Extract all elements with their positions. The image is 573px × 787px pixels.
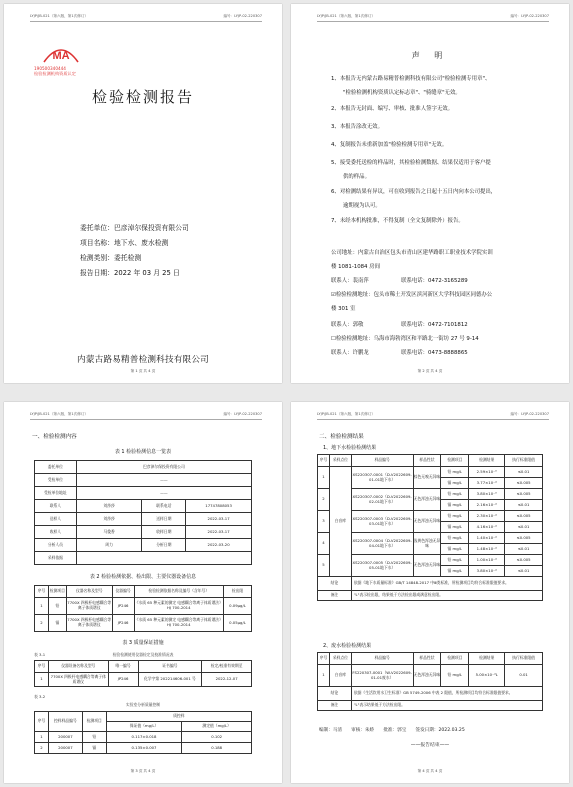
header-form-code: LYJP/JB-021（第六版，第1次修订） [317,412,376,416]
col-header: 检测项目 [82,712,106,732]
method-table [34,585,252,632]
cell-key: 分析人员 [35,539,77,552]
col-header: 序号 [318,455,330,467]
col-header: 序号 [35,586,49,598]
cell: 0.188 [182,743,252,754]
col-header: 执行标准限值 [505,455,543,467]
note-text: "L"表示检出限，结果低于方法检出限或满意检出限。 [351,591,542,601]
info-project [80,237,168,247]
cell-key: 分析日期 [142,539,186,552]
cell: ≤0.01 [505,500,543,511]
cell: ≤0.01 [505,544,543,555]
table-header-row [318,653,543,665]
header-form-code: LYJP/JB-021（第六版，第1次修订） [317,14,376,18]
statement-item [331,122,383,130]
cell: 5 [318,555,330,577]
page-header [317,14,549,22]
col-header: 检测结果 [469,455,505,467]
cell: 化学字第 202214606-001 号 [138,673,202,687]
lab-address-1-cont: 楼 301 室 [331,306,356,312]
contact-line: 联系人：许鹏龙 联系电话：0473-8888865 [331,350,468,356]
item-text: 未经本机构批准，不得复制（全文复制除外）报告。 [339,218,464,224]
cell: 无色浑浊无异味 [413,511,441,533]
ma-certificate-code [34,66,76,76]
cell: 1.48×10⁻⁴ [469,544,505,555]
table-row [35,552,252,565]
cell: JP246 [112,598,134,615]
cell-key: 受检单位 [35,474,77,487]
page-footer: 第 3 页 共 4 页 [130,769,156,773]
item-number: 7、 [331,218,340,224]
table-row [35,513,252,526]
info-label: 委托单位： [80,224,114,232]
info-value: 2022 年 03 月 25 日 [114,269,180,277]
table-row [318,533,543,544]
cell: 镉 mg/L [441,500,469,511]
cell: 2 [35,615,49,632]
cell-value: 巴彦淖尔保投资有限公司 [76,461,251,474]
cell: 1.00×10⁻⁴ [469,555,505,566]
info-table [34,460,252,565]
cell: 铅 mg/L [441,665,469,687]
cell: 镉 mg/L [441,522,469,533]
cell: 2 [318,489,330,511]
item-number: 5、 [331,160,340,166]
table-row [35,539,252,552]
cell-key: 送样日期 [142,513,186,526]
info-date [80,267,180,277]
item-text: 本报告无封面、编写、审核、批准人签字无效。 [339,106,454,112]
col-header: 样品编号 [351,455,413,467]
page-header [30,14,262,22]
col-header: 样品编号 [351,653,413,665]
item-number: 3、 [331,124,340,130]
col-header: 仪器编号 [112,586,134,598]
cell: 7700X 四极杆电感耦合等离子体质谱仪 [66,598,112,615]
statement-item [331,74,490,82]
contact-line: 联系人：裴南萍 联系电话：0472-3165289 [331,278,468,284]
page-header [30,412,262,420]
cell: XS220307-0002（D-V2022609-02-01地下水） [351,489,413,511]
cell-site: 白音库 [329,467,351,577]
item-number: 2、 [331,106,340,112]
table-header-row [35,712,252,722]
item-text: 复制报告未重新加盖"检验检测专用章"无效。 [339,142,448,148]
table-label: 表 3-1 [34,652,46,657]
col-header: 采样点位 [329,653,351,665]
cell-label: 备注 [318,701,352,711]
statement-item [331,158,491,166]
cell: 浅黄色浑浊无异味 [413,533,441,555]
cell: 铅 mg/L [441,533,469,544]
section-title: 二、检验检测结果 [319,434,364,440]
cell-label: 结论 [318,577,352,591]
cell: 4 [318,533,330,555]
table-row [35,673,252,687]
table-row [35,461,252,474]
info-value: 巴彦淖尔保投资有限公司 [114,224,189,232]
col-header: 序号 [35,661,49,673]
item-text: 本报告无内蒙古路易精普检测科技有限公司"检验检测专用章"、 [339,76,491,82]
header-form-code: LYJP/JB-021（第六版，第1次修订） [30,412,89,416]
table-header-row [318,455,543,467]
table-subcaption: 检验检测使用仪器检定及校准情况表 [112,652,174,657]
info-client [80,222,189,232]
col-subheader: 测定值（mg/L） [182,722,252,732]
ma-code-number: 190500340444 [34,66,66,71]
table-caption: 表 1 检验检测信息一览表 [114,449,172,455]
cell: 镉 mg/L [441,544,469,555]
cell: 200007 [48,732,82,743]
table-header-row [35,586,252,598]
item-text: 接受委托送检的样品时，其检验检测数据、结果仅适用于客户提 [339,160,491,166]
report-title: 检验检测报告 [91,88,194,106]
statement-item [331,216,464,224]
cell: 0.117±0.018 [106,732,182,743]
cell-value: —— [76,487,251,500]
table-row [35,615,252,632]
table-row [318,511,543,522]
header-form-code: LYJP/JB-021（第六版，第1次修订） [30,14,89,18]
table-row [318,591,543,601]
cell: 镉 [82,743,106,754]
statement-title: 声 明 [411,51,449,60]
cell: FS220307-0001（W-V2022609-01-01废水） [351,665,413,687]
cell: 2022-12-07 [202,673,252,687]
header-report-number: 编号：LYJP-02-220307 [223,412,262,416]
cell-key: 收样人 [35,526,77,539]
page-header [317,412,549,420]
cell: 棕色无嗅无异味 [413,467,441,489]
cell: XS220307-0004（D-V2022609-04-01地下水） [351,533,413,555]
conclusion-text: 依据《地下水质量标准》GB/T 14848-2017 中Ⅲ类标准，所检测项目均符合标准限值要求。 [351,577,542,591]
cell: 0.01 [505,665,543,687]
header-report-number: 编号：LYJP-02-220307 [510,14,549,18]
col-header: 证书编号 [138,661,202,673]
page-footer: 第 4 页 共 4 页 [417,769,443,773]
cell: 镉 mg/L [441,566,469,577]
table-header-row [35,661,252,673]
col-header: 序号 [35,712,49,732]
ma-code-label: 检验检测机构资质认定 [34,71,76,76]
item-text: 对检测结果有异议，可在收到报告之日起十五日内向本公司提出， [339,189,497,195]
table-row [35,598,252,615]
statement-item-cont: 逾期视为认可。 [343,203,381,209]
col-header: 检测项目 [441,653,469,665]
cell-key: 收样日期 [142,526,186,539]
cell: ≤0.005 [505,478,543,489]
col-header: 采样点位 [329,455,351,467]
cell: 无色浑浊无异味 [413,665,441,687]
table-row [318,665,543,687]
ma-seal-text: MA [52,50,70,62]
page-footer: 第 1 页 共 4 页 [130,369,156,373]
cell-value: 2022-03-17 [186,513,252,526]
cell-value: 17747808053 [186,500,252,513]
col-header: 检测结果 [469,653,505,665]
cell: JP246 [108,673,138,687]
col-header: 样品性状 [413,653,441,665]
table-row [35,732,252,743]
cell-value: 马俊香 [76,526,142,539]
cell-value: 2022-03-17 [186,526,252,539]
lab-address-2: ☐检验检测地址：乌海市海勃湾区和平路北一街坊 27 号 9-14 [331,336,479,342]
table-caption: 表 2 检验检测依据、检出限、主要仪器设备信息 [89,574,197,580]
calibration-table [34,660,252,687]
ma-seal-icon [42,42,80,64]
col-header: 仪器名称及型号 [66,586,112,598]
info-category [80,252,141,262]
cell: ≤0.005 [505,533,543,544]
cell-key: 联系人 [35,500,77,513]
table-row [318,467,543,478]
col-header: 序号 [318,653,330,665]
cell: 3.80×10⁻³ [469,489,505,500]
cell: 《水质 65 种元素的测定 电感耦合等离子体质谱法》HJ 700-2014 [134,615,223,632]
subsection-title: 1、地下水检验检测结果 [323,445,377,451]
cell-value: —— [76,474,251,487]
table-row [318,687,543,701]
cell: 0.135±0.007 [106,743,182,754]
table-row [35,526,252,539]
info-value: 委托检测 [114,254,142,262]
test-content-page [4,402,282,783]
cell: 《水质 65 种元素的测定 电感耦合等离子体质谱法》HJ 700-2014 [134,598,223,615]
cell: 0.09μg/L [224,598,252,615]
cell: ≤0.005 [505,511,543,522]
table-row [318,577,543,591]
cell: 2.30×10⁻⁴ [469,511,505,522]
cell: 7700X 四极杆电感耦合等离子体质谱仪 [66,615,112,632]
cell: 0.102 [182,732,252,743]
table-row [318,489,543,500]
cell-value: 2022-03-20 [186,539,252,552]
section-title: 一、检验检测内容 [32,434,77,440]
cell: XS220307-0003（D-V2022609-03-01地下水） [351,511,413,533]
table-subcaption: 实验室分析质量控制 [125,702,161,707]
cell: 1 [35,598,49,615]
col-header: 检定/校准有效期至 [202,661,252,673]
cell: 1 [318,467,330,489]
cell: XS220307-0001（D-V2022609-01-01地下水） [351,467,413,489]
cell: 4.16×10⁻⁴ [469,522,505,533]
cell: 无色浑浊无异味 [413,489,441,511]
col-header: 检出限 [224,586,252,598]
cell-label: 备注 [318,591,352,601]
table-row [35,474,252,487]
col-header: 检测项目 [48,586,66,598]
cell: 铅 mg/L [441,511,469,522]
cell: 3.77×10⁻⁴ [469,478,505,489]
cell-key: 采样依据 [35,552,77,565]
cell: 0.05μg/L [224,615,252,632]
signature-line: 编制：马清 审核：朱娇 批准：郭宝 签发日期：2022.03.25 [319,728,465,733]
cell: ≤0.005 [505,489,543,500]
cell: ≤0.005 [505,555,543,566]
col-header: 检测项目 [441,455,469,467]
cell-value [76,552,251,565]
col-header: 唯一编号 [108,661,138,673]
table-row [35,500,252,513]
cell: 1 [318,665,330,687]
statement-item [331,104,453,112]
cell: ≤0.01 [505,566,543,577]
cell: 2 [35,743,49,754]
cell: ≤0.01 [505,467,543,478]
subsection-title: 2、废水检验检测结果 [323,643,372,649]
cell: 1 [35,673,49,687]
company-address-cont: 楼 1081-1084 房间 [331,264,380,270]
cell: 白音库 [329,665,351,687]
cell: 铅 [48,598,66,615]
lab-address-1: ☑检验检测地址：包头市稀土开发区滨河新区大学科技园区同德办公 [331,292,493,298]
item-text: 本报告涂改无效。 [339,124,383,130]
header-report-number: 编号：LYJP-02-220307 [510,412,549,416]
statement-page [291,4,569,383]
col-header: 执行标准限值 [505,653,543,665]
conclusion-text: 依据《生活饮用水卫生标准》GB 5749-2006 中表 2 限值，所检测项目均符合标准限值要求。 [351,687,542,701]
cell-label: 结论 [318,687,352,701]
cell: ≤0.01 [505,522,543,533]
cell-key: 送样人 [35,513,77,526]
col-header: 样品性状 [413,455,441,467]
item-number: 4、 [331,142,340,148]
cell: 5.00×10⁻⁴L [469,665,505,687]
statement-item-cont: 供的样品。 [343,174,370,180]
table-row [35,743,252,754]
statement-item [331,140,447,148]
cell: XS220307-0005（D-V2022609-05-01地下水） [351,555,413,577]
info-label: 报告日期： [80,269,114,277]
wastewater-results-table [317,652,543,711]
cell: JP246 [112,615,134,632]
cell-value: 刘莎莎 [76,513,142,526]
issuer-company: 内蒙古路易精普检测科技有限公司 [77,355,209,365]
info-value: 地下水、废水检测 [114,239,169,247]
end-of-report: ——报告结束—— [410,743,450,748]
statement-item-cont: "检验检测机构资质认定标志章"、"骑缝章"无效。 [343,90,461,96]
info-label: 项目名称： [80,239,114,247]
table-label: 表 3-2 [34,694,46,699]
cell-value: 刘莎莎 [76,500,142,513]
contact-line: 联系人：郭敬 联系电话：0472-7101812 [331,322,468,328]
note-text: "L"表示结果低于方法检出限。 [351,701,542,711]
cell-value: 周力 [76,539,142,552]
cell: 铅 mg/L [441,489,469,500]
groundwater-results-table [317,454,543,601]
cell: 3.80×10⁻⁴ [469,566,505,577]
cell-key: 联系电话 [142,500,186,513]
statement-item [331,187,496,195]
cell: 1 [35,732,49,743]
cell-key: 受检单位地址 [35,487,77,500]
cell-key: 委托单位 [35,461,77,474]
table-row [318,701,543,711]
cell: 铅 [82,732,106,743]
company-address: 公司地址：内蒙古自治区包头市青山区建华路职工职业技术学院实训 [331,250,493,256]
table-caption: 表 3 质量保证措施 [122,640,164,646]
cell: 3 [318,511,330,533]
cell: 200007 [48,743,82,754]
cell: 7700X 四极杆电感耦合等离子体质谱仪 [48,673,108,687]
cell: 无色浑浊无异味 [413,555,441,577]
cell: 镉 [48,615,66,632]
col-header: 质控样 [106,712,251,722]
cell: 2.59×10⁻³ [469,467,505,478]
cell: 1.40×10⁻⁴ [469,533,505,544]
cell: 镉 mg/L [441,478,469,489]
col-header: 检验检测依据名称及编号（含年号） [134,586,223,598]
table-row [35,487,252,500]
col-header: 仪器设备名称及型号 [48,661,108,673]
header-report-number: 编号：LYJP-02-220307 [223,14,262,18]
qc-table [34,711,252,754]
page-footer: 第 2 页 共 4 页 [417,369,443,373]
test-results-page [291,402,569,783]
report-cover-page [4,4,282,383]
item-number: 6、 [331,189,340,195]
col-header: 控样样品编号 [48,712,82,732]
item-number: 1、 [331,76,340,82]
cell: 铅 mg/L [441,555,469,566]
table-row [318,555,543,566]
col-subheader: 保证值（mg/L） [106,722,182,732]
cell: 2.16×10⁻⁴ [469,500,505,511]
cell: 铅 mg/L [441,467,469,478]
info-label: 检测类别： [80,254,114,262]
